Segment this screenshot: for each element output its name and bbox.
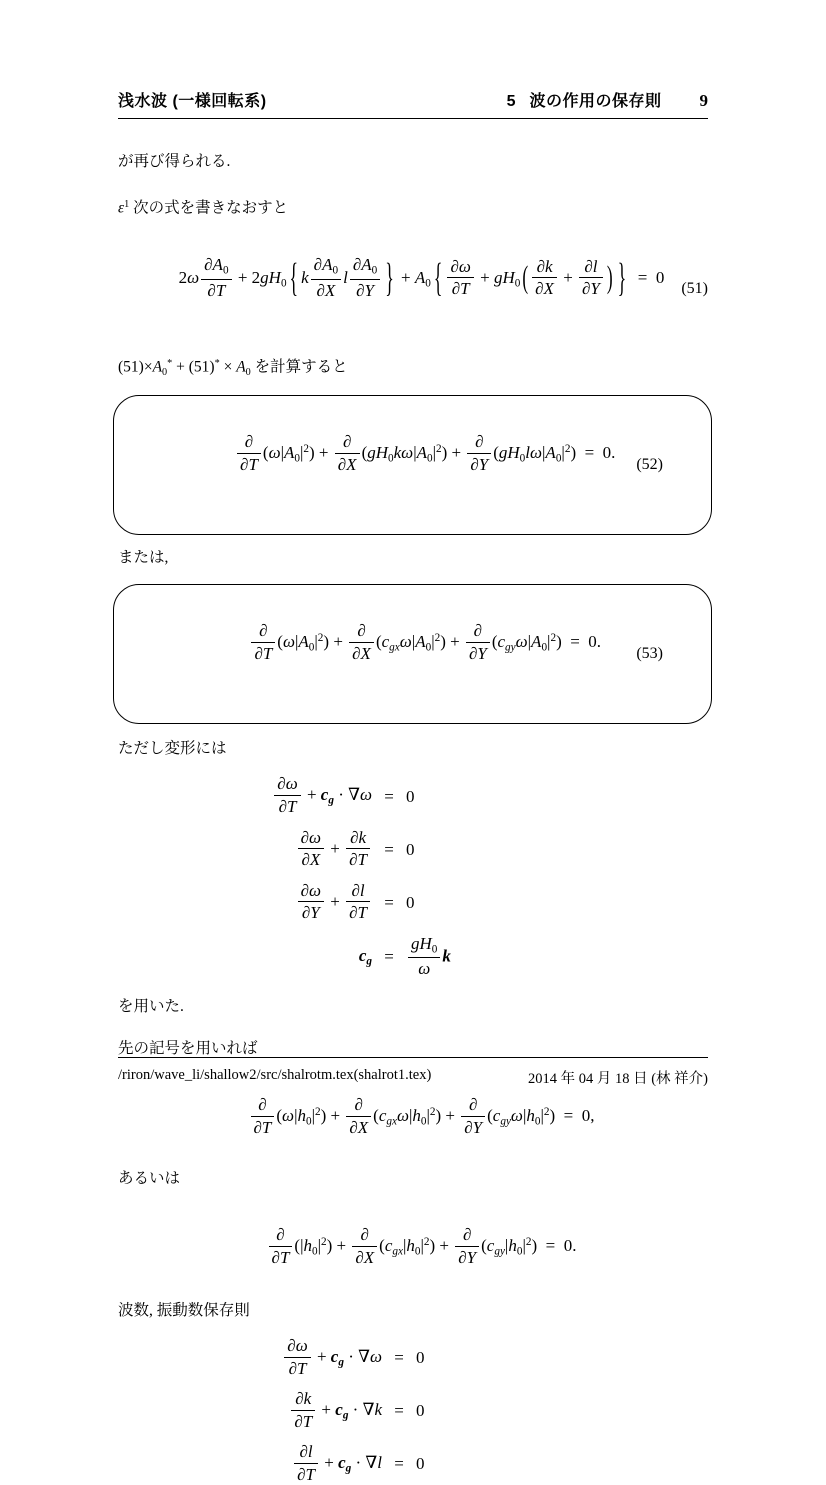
paragraph-however-transform: ただし変形には [118,740,227,758]
equation-row-rhs: 0 [416,1454,425,1474]
paragraph-obtained-again: が再び得られる. [118,153,231,170]
paragraph-alternatively: あるいは [118,1169,181,1187]
equation-row-rhs: 0 [406,892,415,912]
equation-53-body: $\frac{\partial}{\partial T}$ $(\omega|A_0|^2)$ + $\frac{\partial}{\partial X}$ $(c_{gx}\omega|A_0|^2)$ + $\frac{\partial}{\partial Y}$ $(c_{gy}\omega|A_0|^2) = 0$. [249,632,601,651]
paragraph-previous-notation: 先の記号を用いれば [118,1039,258,1057]
equation-row-rhs: $\frac{gH_0}{\omega}$ k [406,935,451,980]
header-right-group [507,88,708,111]
equation-row-rhs: 0 [416,1401,425,1421]
equation-row-relation: = [394,1401,404,1421]
equation-row-lhs: $\frac{\partial\omega}{\partial X}$ + $\frac{\partial k}{\partial T}$ [296,829,372,871]
equation-51-body: 2ω $\frac{\partial A_0}{\partial T}$ + $2gH_0$ { k $\frac{\partial A_0}{\partial X}$ l $\frac{\partial A_0}{\partial Y}$ } + $A_0$ { $\frac{\partial\omega}{\partial T}$ + $gH_0$ ( $\frac{\partial k}{\partial X}$ + $\frac{\partial l}{\partial Y}$ ) } = 0 [178,253,665,300]
footer-source-path: /riron/wave_li/shallow2/src/shalrotm.tex(shalrot1.tex) [118,1067,432,1083]
page-footer [118,1057,708,1088]
equation-group-wavenumber [104,1337,694,1485]
equation-h0-amplitude-body: $\frac{\partial}{\partial T}$ $(|h_0|^2)$ + $\frac{\partial}{\partial X}$ $(c_{gx}|h_0|^2)$ + $\frac{\partial}{\partial Y}$ $(c_{gy}|h_0|^2) = 0$. [267,1236,577,1255]
equation-52 [138,412,687,518]
equation-row-rhs: 0 [406,839,415,859]
equation-51 [118,235,708,344]
header-running-title: 浅水波 (一様回転系) [118,93,267,110]
equation-row-lhs: $\frac{\partial l}{\partial T}$ + $c_g \cdot \nabla l$ [292,1443,382,1485]
equation-row-lhs: $\frac{\partial\omega}{\partial T}$ + $c_g \cdot \nabla\omega$ [272,775,372,817]
equation-box-52 [113,395,712,535]
equation-row-lhs: $\frac{\partial\omega}{\partial Y}$ + $\frac{\partial l}{\partial T}$ [296,882,372,924]
equation-row-relation: = [384,892,394,912]
header-section-number: 5 [506,93,516,110]
equation-53 [138,601,687,707]
page-header [118,88,708,119]
equation-row-relation: = [394,1454,404,1474]
equation-row-rhs: 0 [416,1348,425,1368]
equation-row-relation: = [384,839,394,859]
footer-date: 2014 年 04 月 18 日 (林 祥介) [527,1071,708,1087]
paragraph-wavenumber-conservation: 波数, 振動数保存則 [118,1301,250,1319]
equation-51-tag: (51) [681,280,708,298]
equation-group-transform [94,775,684,979]
equation-row-relation: = [384,947,394,967]
equation-row-lhs: $c_g$ [358,946,372,969]
equation-box-53 [113,584,712,724]
header-page-number: 9 [699,91,708,110]
equation-h0-amplitude [118,1205,708,1290]
equation-row-lhs: $\frac{\partial\omega}{\partial T}$ + $c_g \cdot \nabla\omega$ [282,1337,382,1379]
equation-h0-energy-body: $\frac{\partial}{\partial T}$ $(\omega|h_0|^2)$ + $\frac{\partial}{\partial X}$ $(c_{gx}\omega|h_0|^2)$ + $\frac{\partial}{\partial Y}$ $(c_{gy}\omega|h_0|^2) = 0$, [249,1106,595,1125]
paragraph-compute-51: $(51)\times A_0^* + (51)^* \times A_0$ を計算すると [118,357,348,378]
equation-row-relation: = [384,786,394,806]
paragraph-epsilon-order: $\varepsilon^1$ 次の式を書きなおすと [118,198,289,217]
equation-52-body: $\frac{\partial}{\partial T}$ $(\omega|A_0|^2)$ + $\frac{\partial}{\partial X}$ $(gH_0k\omega|A_0|^2)$ + $\frac{\partial}{\partial Y}$ $(gH_0l\omega|A_0|^2) = 0$. [235,443,615,462]
paragraph-used: を用いた. [118,997,184,1015]
equation-row-lhs: $\frac{\partial k}{\partial T}$ + $c_g \cdot \nabla k$ [289,1390,382,1432]
equation-row-relation: = [394,1348,404,1368]
equation-53-tag: (53) [636,645,663,663]
paragraph-or: または, [118,548,169,566]
header-section-title: 波の作用の保存則 [529,93,662,110]
equation-52-tag: (52) [636,455,663,473]
equation-row-rhs: 0 [406,786,415,806]
